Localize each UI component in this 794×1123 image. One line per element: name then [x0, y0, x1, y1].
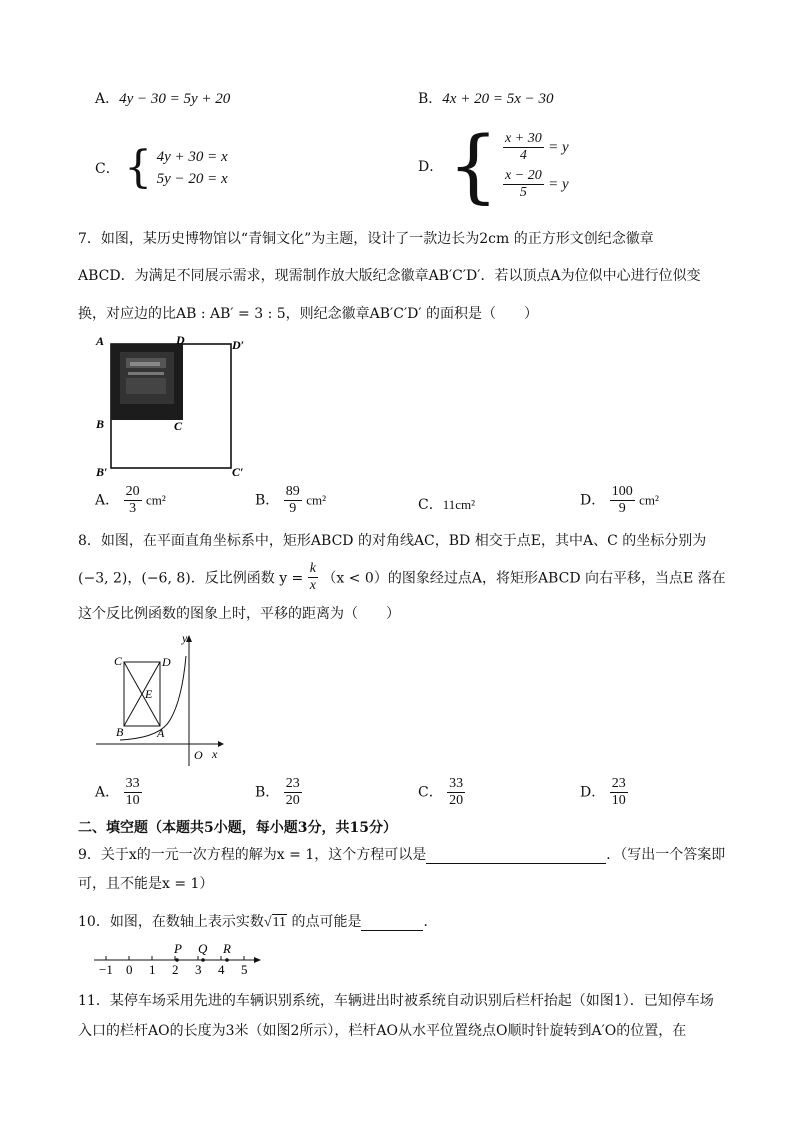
svg-text:2: 2 — [172, 962, 179, 976]
q8-figure — [90, 630, 240, 770]
svg-text:−1: −1 — [99, 962, 113, 976]
q10-sqrt: √11 — [263, 915, 286, 930]
section-2-heading: 二、填空题（本题共5小题，每小题3分，共15分） — [78, 820, 397, 836]
q7-option-c: C．11cm² — [418, 497, 476, 513]
q8-option-d: D． $\frac{23}{10}$ — [580, 776, 626, 808]
q8-k-over-x: $\frac{k}{x}$ — [309, 561, 316, 593]
q6-b-expression: 4x + 20 = 5x − 30 — [442, 91, 554, 107]
q6-d-system: $\frac{x + 30}{4}$ = y $\frac{x - 20}{5}$ = y — [505, 131, 569, 200]
q6-option-a: A．4y − 30 = 5y + 20 — [95, 91, 231, 107]
q8-line-2: (−3, 2)，(−6, 8)．反比例函数 y = $\frac{k}{x}$ （x < 0）的图象经过点A，将矩形ABCD 向右平移，当点E 落在 — [78, 561, 726, 593]
q7-label-d-prime: D′ — [232, 338, 245, 352]
q10-answer-blank[interactable] — [361, 914, 423, 931]
svg-text:3: 3 — [195, 962, 202, 976]
q7-line-1: 7．如图，某历史博物馆以“青铜文化”为主题，设计了一款边长为2cm 的正方形文创纪念徽章 — [78, 231, 654, 247]
svg-text:P: P — [174, 941, 182, 956]
q7-option-a: A． $\frac{20}{3}$ cm² — [95, 484, 166, 516]
q7-label-c-prime: C′ — [232, 465, 244, 479]
q8-line-3: 这个反比例函数的图象上时，平移的距离为（ ） — [78, 606, 400, 622]
q7-option-d: D． $\frac{100}{9}$ cm² — [580, 484, 659, 516]
q7-label-a: A — [96, 334, 105, 348]
q6-a-expression: 4y − 30 = 5y + 20 — [119, 91, 231, 107]
q11-line-1: 11．某停车场采用先进的车辆识别系统，车辆进出时被系统自动识别后栏杆抬起（如图1）．已知停车场 — [78, 993, 714, 1009]
svg-text:B: B — [116, 725, 124, 739]
q7-label-d: D — [176, 333, 185, 347]
q7-option-b: B． $\frac{89}{9}$ cm² — [255, 484, 326, 516]
q8-option-b: B． $\frac{23}{20}$ — [255, 776, 300, 808]
q10-point-p — [175, 958, 179, 962]
q8-option-a: A． $\frac{33}{10}$ — [95, 776, 140, 808]
q10-point-q — [201, 958, 205, 962]
q6-c-system: 4y + 30 = x 5y − 20 = x — [156, 149, 228, 187]
q9-line-1: 9．关于x的一元一次方程的解为x = 1，这个方程可以是 ．（写出一个答案即 — [78, 847, 726, 863]
svg-text:5: 5 — [241, 962, 248, 976]
svg-text:D: D — [162, 655, 171, 669]
svg-text:4: 4 — [218, 962, 225, 976]
q6-c-brace: { — [124, 142, 153, 193]
q10-ticks — [106, 956, 244, 960]
q7-figure — [90, 332, 250, 482]
svg-text:O: O — [194, 748, 203, 762]
svg-text:0: 0 — [126, 962, 133, 976]
svg-text:1: 1 — [149, 962, 156, 976]
svg-text:x: x — [212, 747, 218, 761]
q10-line: 10．如图，在数轴上表示实数√11 的点可能是 ． — [78, 914, 438, 930]
q6-option-d: D． { $\frac{x + 30}{4}$ = y $\frac{x - 20}{5}$ = y — [418, 119, 569, 212]
q10-number-line — [90, 936, 270, 976]
q7-label-b: B — [96, 417, 105, 431]
q8-hyperbola — [120, 656, 186, 740]
q6-option-c: C． { 4y + 30 = x 5y − 20 = x — [95, 142, 228, 193]
q7-label-c: C — [174, 419, 183, 433]
q6-option-b: B．4x + 20 = 5x − 30 — [418, 91, 554, 107]
q7-line-3: 换，对应边的比AB : AB′ = 3 : 5，则纪念徽章AB′C′D′ 的面积是（ ） — [78, 306, 538, 322]
svg-text:C: C — [114, 654, 123, 668]
svg-text:y: y — [182, 631, 188, 645]
q8-option-c: C． $\frac{33}{20}$ — [418, 776, 464, 808]
q8-line-1: 8．如图，在平面直角坐标系中，矩形ABCD 的对角线AC，BD 相交于点E，其中A、C 的坐标分别为 — [78, 533, 707, 549]
q11-line-2: 入口的栏杆AO的长度为3米（如图2所示），栏杆AO从水平位置绕点O顺时针旋转到A′O的位置，在 — [78, 1023, 687, 1039]
q9-line-2: 可，且不能是x = 1） — [78, 876, 214, 892]
q6-d-brace: { — [447, 119, 499, 212]
svg-text:R: R — [223, 941, 231, 956]
svg-text:A: A — [157, 726, 165, 740]
q7-line-2: ABCD．为满足不同展示需求，现需制作放大版纪念徽章AB′C′D′．若以顶点A为位似中心进行位似变 — [78, 268, 701, 284]
q7-label-b-prime: B′ — [96, 465, 108, 479]
svg-text:E: E — [145, 687, 153, 701]
svg-text:Q: Q — [198, 941, 208, 956]
q9-answer-blank[interactable] — [426, 847, 606, 864]
q10-point-r — [225, 958, 229, 962]
